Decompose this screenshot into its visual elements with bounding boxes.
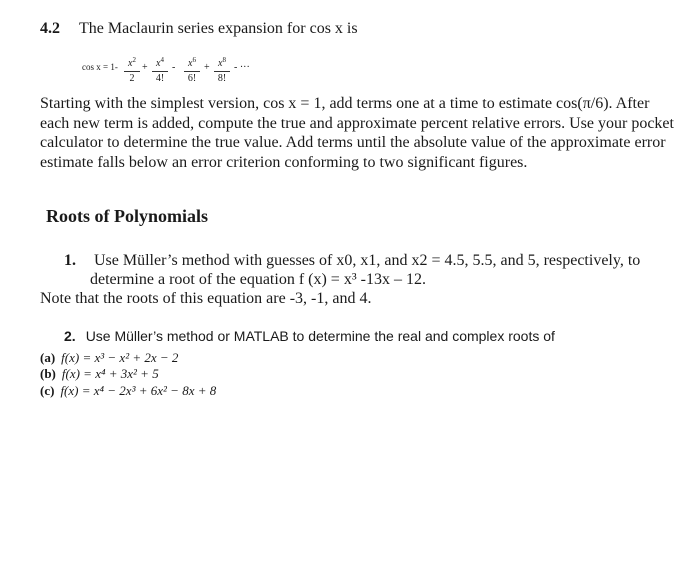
- question-1-line-1: Use Müller’s method with guesses of x0, x1, and x2 = 4.5, 5.5, and 5, respectively, to: [94, 252, 641, 269]
- series-term-x4: $\frac{x^4}{4!}$: [152, 54, 168, 86]
- subquestion-label: (a): [40, 350, 56, 365]
- series-op: +: [142, 62, 148, 73]
- subquestion-expression: f(x) = x⁴ + 3x² + 5: [61, 366, 159, 381]
- subquestion-expression: f(x) = x⁴ − 2x³ + 6x² − 8x + 8: [60, 383, 217, 398]
- series-op: -: [172, 62, 176, 73]
- maclaurin-series-formula: [82, 48, 282, 88]
- question-2-number: 2.: [64, 328, 76, 344]
- question-2: [64, 328, 555, 344]
- problem-number: 4.2: [40, 20, 60, 37]
- series-op-ellipsis: - ···: [234, 62, 250, 73]
- series-lhs: cos x = 1-: [82, 62, 118, 72]
- subquestion-expression: f(x) = x³ − x² + 2x − 2: [61, 350, 179, 365]
- question-1-number: 1.: [64, 252, 76, 269]
- question-1-line-2: determine a root of the equation f (x) = x³ -13x – 12.: [90, 271, 426, 288]
- subquestion-b: [40, 366, 159, 382]
- series-term-x2: $\frac{x^2}{2}$: [124, 54, 140, 86]
- problem-intro: The Maclaurin series expansion for cos x is: [79, 20, 358, 37]
- problem-paragraph: Starting with the simplest version, cos x = 1, add terms one at a time to estimate cos(π/6). After each new term is added, compute the true and approximate percent relative errors. Use your pocket calculator to determine the true value. Add terms until the absolute value of the approximate error estimate falls below an error criterion conforming to two significant figures.: [40, 95, 674, 171]
- subquestion-label: (b): [40, 366, 56, 381]
- series-term-x8: $\frac{x^8}{8!}$: [214, 54, 230, 86]
- subquestion-c: [40, 383, 216, 399]
- question-2-text: Use Müller’s method or MATLAB to determine the real and complex roots of: [85, 328, 555, 344]
- subquestion-label: (c): [40, 383, 55, 398]
- section-heading: Roots of Polynomials: [46, 206, 208, 226]
- series-op: +: [204, 62, 210, 73]
- roots-note: Note that the roots of this equation are -3, -1, and 4.: [40, 290, 372, 307]
- series-term-x6: $\frac{x^6}{6!}$: [184, 54, 200, 86]
- subquestion-a: [40, 350, 178, 366]
